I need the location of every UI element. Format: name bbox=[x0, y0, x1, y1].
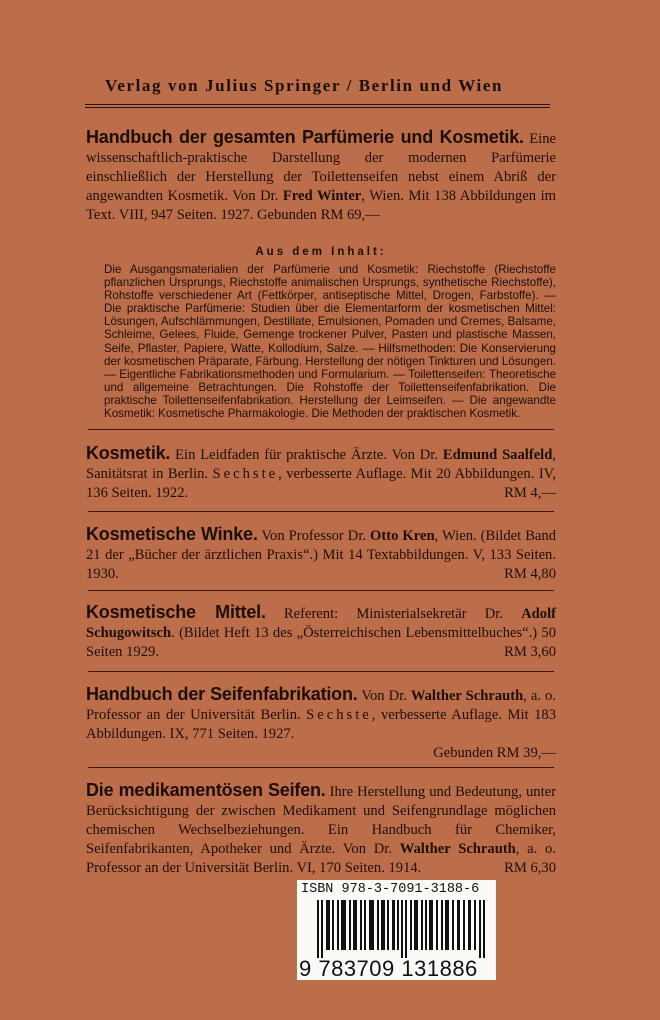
book-entry-seifenfabrikation bbox=[86, 685, 556, 763]
book-author: Adolf Schugowitsch bbox=[86, 606, 556, 641]
book-edition: Sechste bbox=[306, 707, 372, 723]
separator bbox=[88, 429, 554, 430]
book-details: , Wien. Mit 138 Abbildungen im Text. VIII, 947 Seiten. 1927. Gebunden RM 69,— bbox=[86, 188, 556, 223]
header-double-rule bbox=[85, 104, 550, 108]
book-details: , a. o. Professor an der Universität Berlin. VI, 170 Seiten. 1914. bbox=[86, 841, 556, 876]
book-description: Ihre Herstellung und Bedeutung, unter Berücksichtigung der zwischen Medikament und Seifengrundlage möglichen chemischen Wechselbeziehungen. Ein Handbuch für Chemiker, Seifenfabrikanten, Apotheker und Ärzte. Von Dr. bbox=[86, 784, 556, 857]
book-details: , Wien. (Bildet Band 21 der „Bücher der ärztlichen Praxis“.) Mit 14 Textabbildungen. V, 133 Seiten. 1930. bbox=[86, 528, 557, 582]
book-edition: Sechste bbox=[212, 466, 279, 482]
book-details: , a. o. Professor an der Universität Berlin. bbox=[86, 688, 556, 723]
book-entry-parfuemerie bbox=[86, 128, 556, 225]
book-title: Die medikamentösen Seifen. bbox=[86, 780, 326, 800]
book-details: . (Bildet Heft 13 des „Österreichischen Lebensmittelbuches“.) 50 Seiten 1929. bbox=[86, 625, 556, 660]
book-description: Von Professor Dr. bbox=[257, 528, 371, 544]
book-author: Otto Kren bbox=[370, 528, 435, 544]
book-author: Walther Schrauth bbox=[399, 841, 516, 857]
book-details-2: , verbesserte Auflage. Mit 183 Abbildungen. IX, 771 Seiten. 1927. bbox=[86, 707, 556, 742]
book-description: Referent: Ministerialsekretär Dr. bbox=[265, 606, 522, 622]
book-description: Von Dr. bbox=[357, 688, 411, 704]
book-entry-kosmetik bbox=[86, 444, 556, 503]
book-author: Edmund Saalfeld bbox=[442, 447, 553, 463]
separator bbox=[88, 767, 554, 768]
contents-heading: Aus dem Inhalt: bbox=[255, 246, 387, 258]
book-entry-medikamentoese-seifen bbox=[86, 781, 556, 878]
book-title: Kosmetische Mittel. bbox=[86, 602, 266, 622]
book-price: RM 4,— bbox=[504, 485, 556, 501]
book-description: Eine wissenschaftlich-praktische Darstellung der modernen Parfümerie einschließlich der Herstellung der Toilettenseifen nebst einem Abriß der angewandten Kosmetik. Von Dr. bbox=[86, 131, 556, 204]
barcode-bars-icon bbox=[317, 900, 489, 958]
book-details-2: , verbesserte Auflage. Mit 20 Abbildungen. IV, 136 Seiten. 1922. bbox=[86, 466, 556, 501]
book-author: Fred Winter bbox=[282, 188, 362, 204]
book-title: Handbuch der Seifenfabrikation. bbox=[86, 684, 358, 704]
book-description: Ein Leidfaden für praktische Ärzte. Von Dr. bbox=[170, 447, 443, 463]
book-price: RM 4,80 bbox=[504, 566, 556, 582]
ean-digits: 9 783709 131886 bbox=[299, 956, 478, 981]
book-price: Gebunden RM 39,— bbox=[433, 745, 556, 761]
book-author: Walther Schrauth bbox=[410, 688, 524, 704]
separator bbox=[88, 671, 554, 672]
separator bbox=[88, 590, 554, 591]
book-price: RM 6,30 bbox=[504, 860, 556, 876]
book-title: Handbuch der gesamten Parfümerie und Kosmetik. bbox=[86, 127, 524, 147]
separator bbox=[88, 511, 554, 512]
book-entry-kosmetische-mittel bbox=[86, 603, 556, 662]
isbn-barcode bbox=[297, 880, 496, 980]
publisher-header: Verlag von Julius Springer / Berlin und Wien bbox=[105, 76, 504, 95]
book-price: RM 3,60 bbox=[504, 644, 556, 660]
book-title: Kosmetik. bbox=[86, 443, 171, 463]
isbn-label: ISBN 978-3-7091-3188-6 bbox=[301, 882, 480, 897]
book-details: , Sanitätsrat in Berlin. bbox=[86, 447, 556, 482]
contents-text: Die Ausgangsmaterialien der Parfümerie und Kosmetik: Riechstoffe (Riechstoffe pflanzlichen Ursprungs, Riechstoffe animalischen Ursprungs, synthetische Riechstoffe), Rohstoffe verschiedener Art (Fettkörper, antiseptische Mittel, Drogen, Farbstoffe). — Die praktische Parfümerie: Studien über die Elementarform der kosmetischen Mittel: Lösungen, Aufschlämmungen, Destillate, Emulsionen, Pomaden und Cremes, Balsame, Schleime, Gelees, Fluide, Gemenge trockener Pulver, Pasten und plastische Massen, Seife, Pflaster, Papiere, Watte, Kollodium, Salze. — Hilfsmethoden: Die Konservierung der kosmetischen Präparate, Färbung. Herstellung der nötigen Tinkturen und Lösungen. — Eigentliche Fabrikationsmethoden und Formularium. — Toilettenseifen: Theoretische und allgemeine Betrachtungen. Die Rohstoffe der Toilettenseifenfabrikation. Die praktische Toilettenseifenfabrikation. Herstellung der Leimseifen. — Die angewandte Kosmetik: Kosmetische Pharmakologie. Die Methoden der praktischen Kosmetik. bbox=[104, 263, 556, 421]
book-entry-kosmetische-winke bbox=[86, 525, 556, 584]
book-title: Kosmetische Winke. bbox=[86, 524, 258, 544]
